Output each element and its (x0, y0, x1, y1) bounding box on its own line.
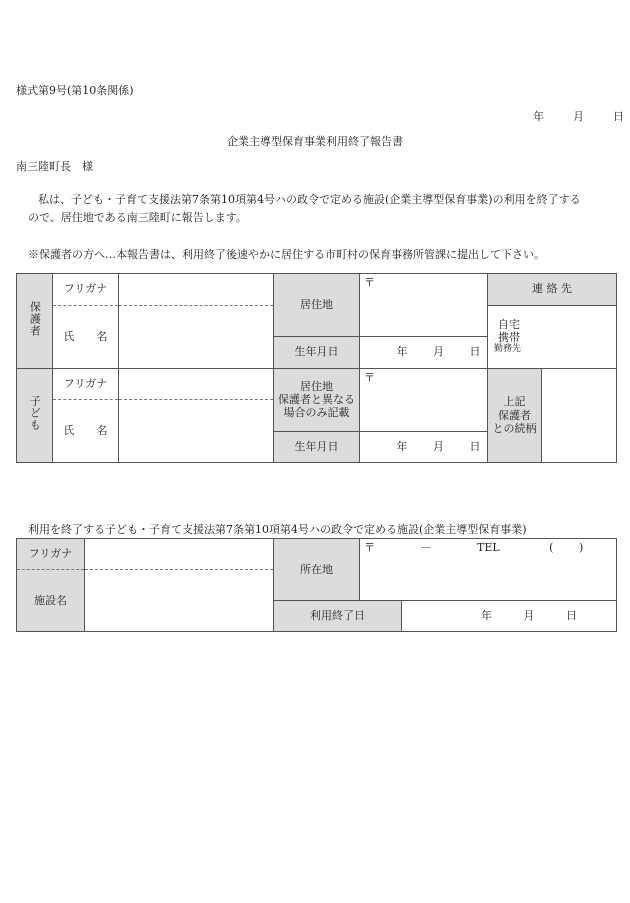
relation-line-1: 上記 (503, 395, 526, 409)
postal-mark: 〒 (364, 276, 375, 289)
child-residence-line-2: 保護者と異なる (278, 392, 355, 406)
end-date-year: 年 (481, 609, 492, 623)
contact-mobile: 携帯 (498, 330, 520, 344)
child-birth-day: 日 (469, 439, 481, 453)
guardian-label: 保護者 (28, 300, 42, 337)
contact-home: 自宅 (498, 317, 520, 331)
facility-furigana-label: フリガナ (17, 539, 85, 570)
postal-mark: 〒 (364, 370, 375, 384)
child-residence-line-3: 場合のみ記載 (283, 406, 350, 420)
facility-postal-dash: － (420, 541, 432, 554)
guardian-birth-day: 日 (469, 345, 481, 359)
body-line-2: ので、居住地である南三陸町に報告します。 (28, 211, 247, 224)
contact-work: 勤務先 (494, 343, 522, 354)
form-number: 様式第9号(第10条関係) (16, 84, 134, 97)
relation-field[interactable] (542, 368, 617, 463)
facility-postal-mark: 〒 (364, 541, 375, 554)
facility-tel-paren-open: ( (549, 541, 554, 554)
child-residence-label (274, 368, 360, 431)
guardian-birthdate-field[interactable] (360, 337, 488, 369)
facility-name-label: 施設名 (17, 570, 85, 632)
end-date-label: 利用終了日 (274, 601, 402, 632)
child-name-label: 氏 名 (53, 400, 119, 463)
child-name-field[interactable] (119, 400, 274, 463)
body-line-1: 私は、子ども・子育て支援法第7条第10項第4号ハの政令で定める施設(企業主導型保育事業)の利用を終了する (38, 193, 581, 206)
guardian-name-field[interactable] (119, 305, 274, 368)
header-date-day: 日 (613, 110, 624, 123)
child-furigana-label: フリガナ (53, 368, 119, 400)
page-title: 企業主導型保育事業利用終了報告書 (227, 135, 403, 148)
guardian-birth-month: 月 (433, 345, 444, 359)
end-date-month: 月 (523, 609, 535, 623)
facility-location-field[interactable] (360, 539, 617, 601)
child-label: 子ども (28, 395, 42, 432)
header-date-month: 月 (573, 110, 584, 123)
child-birthdate-label: 生年月日 (274, 431, 360, 463)
child-label-cell (17, 368, 53, 463)
facility-location-label: 所在地 (274, 539, 360, 601)
end-date-day: 日 (566, 609, 577, 623)
relation-line-2: 保護者 (498, 408, 531, 422)
section2-title: 利用を終了する子ども・子育て支援法第7条第10項第4号ハの政令で定める施設(企業主導型保育事業) (28, 523, 527, 536)
addressee: 南三陸町長 様 (16, 160, 93, 173)
child-furigana-field[interactable] (119, 368, 274, 400)
end-date-field[interactable] (402, 601, 617, 632)
facility-tel-paren-close: ) (578, 541, 584, 554)
guardian-residence-label: 居住地 (274, 274, 360, 337)
child-birth-month: 月 (433, 439, 444, 453)
facility-table (16, 538, 617, 632)
relation-label (488, 368, 542, 463)
header-date-year: 年 (533, 110, 544, 123)
facility-furigana-field[interactable] (85, 539, 274, 570)
guardian-child-table (16, 273, 617, 463)
guardian-birthdate-label: 生年月日 (274, 337, 360, 369)
header-date (533, 108, 624, 124)
guardian-name-label: 氏 名 (53, 305, 119, 368)
guardian-furigana-field[interactable] (119, 274, 274, 306)
relation-line-3: との続柄 (492, 421, 537, 435)
facility-tel-label: TEL (477, 541, 500, 554)
note: ※保護者の方へ…本報告書は、利用終了後速やかに居住する市町村の保育事務所管課に提出して下さい。 (28, 248, 545, 261)
child-residence-line-1: 居住地 (300, 379, 333, 393)
guardian-label-cell (17, 274, 53, 369)
child-birthdate-field[interactable] (360, 431, 488, 463)
child-residence-field[interactable] (360, 368, 488, 431)
guardian-birth-year: 年 (396, 345, 408, 359)
contact-header: 連 絡 先 (488, 274, 617, 306)
child-birth-year: 年 (396, 439, 408, 453)
facility-name-field[interactable] (85, 570, 274, 632)
guardian-furigana-label: フリガナ (53, 274, 119, 306)
contact-field[interactable] (488, 305, 617, 368)
guardian-residence-field[interactable] (360, 274, 488, 337)
